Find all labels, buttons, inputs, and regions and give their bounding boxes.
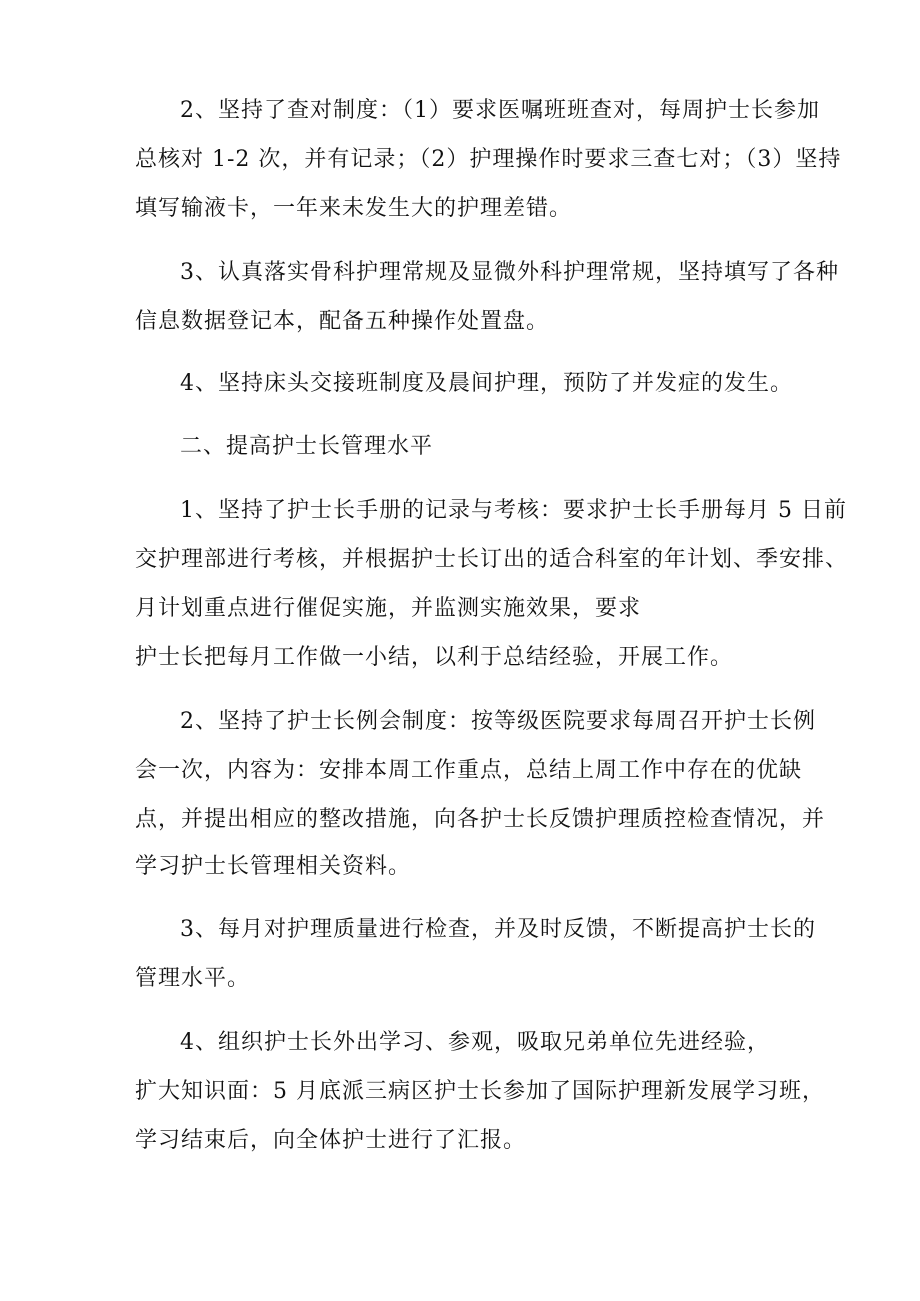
paragraph-line: 3、认真落实骨科护理常规及显微外科护理常规，坚持填写了各种 [180, 260, 839, 285]
paragraph-line: 交护理部进行考核，并根据护士长订出的适合科室的年计划、季安排、 [135, 547, 849, 572]
paragraph-line: 管理水平。 [135, 966, 251, 991]
section-heading: 二、提高护士长管理水平 [180, 434, 434, 459]
paragraph-line: 2、坚持了查对制度：（1）要求医嘱班班查对，每周护士长参加 [180, 98, 820, 123]
paragraph-line: 1、坚持了护士长手册的记录与考核：要求护士长手册每月 5 日前 [180, 498, 847, 523]
paragraph-line: 4、坚持床头交接班制度及晨间护理，预防了并发症的发生。 [180, 371, 793, 396]
paragraph-line: 2、坚持了护士长例会制度：按等级医院要求每周召开护士长例 [180, 709, 816, 734]
paragraph-line: 学习护士长管理相关资料。 [135, 854, 412, 879]
paragraph-line: 护士长把每月工作做一小结，以利于总结经验，开展工作。 [135, 645, 734, 670]
paragraph-line: 月计划重点进行催促实施，并监测实施效果，要求 [135, 596, 642, 621]
paragraph-line: 4、组织护士长外出学习、参观，吸取兄弟单位先进经验， [180, 1030, 770, 1055]
paragraph-line: 填写输液卡，一年来未发生大的护理差错。 [135, 196, 573, 221]
paragraph-line: 扩大知识面：5 月底派三病区护士长参加了国际护理新发展学习班， [135, 1079, 825, 1104]
paragraph-line: 信息数据登记本，配备五种操作处置盘。 [135, 309, 550, 334]
paragraph-line: 总核对 1-2 次，并有记录；（2）护理操作时要求三查七对；（3）坚持 [135, 147, 842, 172]
paragraph-line: 3、每月对护理质量进行检查，并及时反馈，不断提高护士长的 [180, 917, 816, 942]
paragraph-line: 点，并提出相应的整改措施，向各护士长反馈护理质控检查情况，并 [135, 807, 826, 832]
paragraph-line: 会一次，内容为：安排本周工作重点，总结上周工作中存在的优缺 [135, 758, 803, 783]
paragraph-line: 学习结束后，向全体护士进行了汇报。 [135, 1128, 527, 1153]
